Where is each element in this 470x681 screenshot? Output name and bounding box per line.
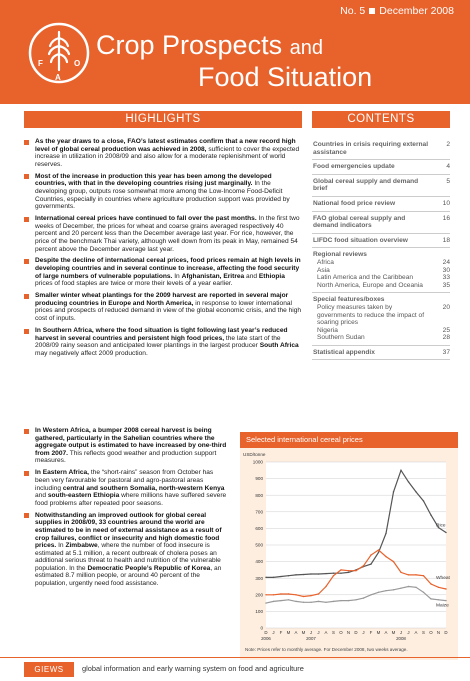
data-point-maize xyxy=(318,601,319,602)
highlight-text: the late start of the 2008/09 rainy season and anticipated lower plantings in the largest producer xyxy=(35,334,281,350)
contents-item[interactable] xyxy=(312,234,450,249)
title-and: and xyxy=(289,37,323,59)
data-point-rice xyxy=(303,574,304,575)
x-tick-label: D xyxy=(264,630,268,635)
highlight-bold-text: In Western Africa, a bumper 2008 cereal harvest is being gathered, particularly in the Sahelian countries where the aggregate output is estimated to have increased by one-third from 2007. xyxy=(35,427,227,457)
data-point-rice xyxy=(318,573,319,574)
highlight-text: sufficient to cover the expected increase in utilization in 2008/09 and also allow for a moderate replenishment of world reserves. xyxy=(35,145,300,168)
x-tick-label: D xyxy=(354,630,358,635)
highlight-text: In xyxy=(56,542,66,550)
contents-item[interactable] xyxy=(313,282,450,290)
contents-item-label: Latin America and the Caribbean xyxy=(317,274,414,282)
data-point-maize xyxy=(303,602,304,603)
contents-item-page: 25 xyxy=(442,326,450,334)
data-point-rice xyxy=(310,573,311,574)
contents-item-page: 16 xyxy=(442,214,450,222)
highlight-bold-text: Most of the increase in production this year has been among the developed countries, with that in the developing countries rising just marginally. xyxy=(35,172,272,188)
giews-badge: GIEWS xyxy=(24,662,74,677)
data-point-wheat xyxy=(333,575,334,576)
contents-item-label: Nigeria xyxy=(317,326,338,334)
data-point-maize xyxy=(340,600,341,601)
highlight-text: In the developing group, outputs rose somewhat more among the Low-Income Food-Deficit Countries, especially in countries where agriculture production support was provided by governments. xyxy=(35,180,290,211)
footer xyxy=(0,657,470,681)
x-tick-label: N xyxy=(346,630,351,635)
highlight-text: in response to lower international prices and prospects of reduced demand in view of the global economic crisis, and the high cost of inputs. xyxy=(35,299,302,323)
data-point-maize xyxy=(348,600,349,601)
x-tick-label: D xyxy=(444,630,448,635)
contents-item-page: 4 xyxy=(446,163,450,171)
y-tick-label: 900 xyxy=(255,476,263,482)
x-tick-label: J xyxy=(317,630,320,635)
highlight-bold-text: central and southern Somalia, north-western Kenya xyxy=(62,484,225,492)
highlight-item xyxy=(24,173,304,211)
data-point-wheat xyxy=(400,572,401,573)
y-axis-label: USD/tonne xyxy=(243,452,266,457)
x-year-label: 2007 xyxy=(306,636,316,641)
highlight-text: and xyxy=(244,272,259,280)
data-point-wheat xyxy=(423,575,424,576)
y-tick-label: 100 xyxy=(255,609,263,614)
x-year-label: 2006 xyxy=(261,636,271,641)
title-line-2: Food Situation xyxy=(198,62,373,92)
data-point-wheat xyxy=(303,596,304,597)
contents-item[interactable] xyxy=(313,267,450,275)
data-point-wheat xyxy=(265,594,266,595)
data-point-wheat xyxy=(408,574,409,575)
highlight-bold-text: south-eastern Ethiopia xyxy=(47,492,120,500)
data-point-maize xyxy=(295,601,296,602)
data-point-rice xyxy=(415,491,416,492)
y-tick-label: 1000 xyxy=(252,459,263,465)
data-point-rice xyxy=(265,577,266,578)
contents-item-page: 35 xyxy=(442,281,450,289)
data-point-wheat xyxy=(385,556,386,557)
x-tick-label: J xyxy=(309,630,313,635)
data-point-wheat xyxy=(430,583,431,584)
data-point-rice xyxy=(430,514,431,515)
highlight-bold-text: In Eastern Africa, xyxy=(35,469,89,477)
contents-item-appendix[interactable] xyxy=(312,346,450,361)
highlight-text: This reflects good weather and production support measures. xyxy=(35,449,217,465)
data-point-rice xyxy=(340,573,341,574)
data-point-wheat xyxy=(378,549,379,550)
highlight-text: , an estimated 8.7 million people, or around 40 percent of the population, urgently need food assistance. xyxy=(35,564,222,588)
contents-item-page: 2 xyxy=(446,141,450,148)
data-point-wheat xyxy=(318,593,319,594)
x-tick-label: M xyxy=(286,630,291,635)
contents-item[interactable] xyxy=(312,138,450,160)
highlight-item xyxy=(24,257,304,287)
contents-item-page: 24 xyxy=(442,258,450,266)
contents-item-label: LIFDC food situation overview xyxy=(313,236,408,244)
data-point-wheat xyxy=(280,593,281,594)
data-point-maize xyxy=(310,602,311,603)
contents-item-label: Asia xyxy=(317,266,330,274)
issue-date: December 2008 xyxy=(379,5,454,17)
data-point-maize xyxy=(280,600,281,601)
contents-item-label: Policy measures taken by governments to reduce the impact of soaring prices xyxy=(317,303,425,327)
chart-note: Note: Prices refer to monthly average. For December 2008, two weeks average. xyxy=(245,647,408,652)
issue-info xyxy=(340,5,454,17)
data-point-rice xyxy=(288,575,289,576)
highlights-heading: HIGHLIGHTS xyxy=(24,111,302,128)
data-point-wheat xyxy=(438,587,439,588)
x-tick-label: A xyxy=(324,630,328,635)
data-point-maize xyxy=(378,592,379,593)
data-point-maize xyxy=(385,590,386,591)
x-tick-label: M xyxy=(376,630,381,635)
title-line-1 xyxy=(96,30,323,61)
highlight-item xyxy=(24,469,229,507)
contents-item[interactable] xyxy=(313,274,450,282)
special-features-heading: Special features/boxes xyxy=(313,296,385,304)
contents-item-label: Countries in crisis requiring external assistance xyxy=(313,141,429,156)
data-point-wheat xyxy=(325,586,326,587)
contents-item-page: 5 xyxy=(446,177,450,185)
highlight-bold-text: Afghanistan, Eritrea xyxy=(181,272,245,280)
data-point-wheat xyxy=(370,554,371,555)
data-point-rice xyxy=(385,533,386,534)
contents-item-label: Food emergencies update xyxy=(313,163,395,171)
data-point-maize xyxy=(400,587,401,588)
logo-letter-o: O xyxy=(74,59,81,68)
contents-item[interactable] xyxy=(313,334,450,342)
data-point-wheat xyxy=(393,561,394,562)
highlight-bold-text: Smaller winter wheat plantings for the 2009 harvest are reported in several major producing countries in Europe and North America, xyxy=(35,292,289,307)
x-year-label: 2008 xyxy=(396,636,406,641)
title-crop-prospects: Crop Prospects xyxy=(96,30,283,60)
data-point-maize xyxy=(355,599,356,600)
contents-list xyxy=(312,138,450,360)
contents-item[interactable] xyxy=(313,304,450,327)
data-point-wheat xyxy=(415,574,416,575)
y-tick-label: 800 xyxy=(255,492,263,498)
highlights-list-continued xyxy=(24,427,229,592)
data-point-maize xyxy=(445,600,446,601)
highlight-bold-text: International cereal prices have continued to fall over the past months. xyxy=(35,215,257,223)
contents-item[interactable] xyxy=(312,175,450,197)
data-point-rice xyxy=(400,470,401,471)
data-point-maize xyxy=(370,594,371,595)
highlight-text: the “short-rains” season from October has been very favourable for pastoral and agro-pastoral areas including xyxy=(35,469,214,492)
highlight-item xyxy=(24,327,304,357)
data-point-maize xyxy=(393,589,394,590)
data-point-wheat xyxy=(348,570,349,571)
chart-title: Selected international cereal prices xyxy=(240,432,458,448)
data-point-rice xyxy=(295,574,296,575)
highlight-bold-text: South Africa xyxy=(259,342,299,350)
contents-item-page: 20 xyxy=(442,303,450,311)
series-label-maize: Maize xyxy=(436,603,449,609)
data-point-maize xyxy=(408,586,409,587)
highlight-text: may negatively affect 2009 production. xyxy=(35,349,148,357)
special-features-group xyxy=(312,293,450,346)
contents-item-page: 30 xyxy=(442,266,450,274)
logo-letter-a: A xyxy=(55,73,61,82)
data-point-rice xyxy=(333,573,334,574)
highlight-item xyxy=(24,512,229,588)
contents-item-label: Africa xyxy=(317,258,334,266)
highlight-bold-text: Notwithstanding an improved outlook for global cereal supplies in 2008/09, 33 countries around the world are estimated to be in need of external assistance as a result of crop failures, conflict or insecurity and high domestic food prices. xyxy=(35,511,222,550)
y-tick-label: 600 xyxy=(255,526,263,531)
regional-reviews-heading: Regional reviews xyxy=(313,251,367,259)
footer-text: global information and early warning system on food and agriculture xyxy=(82,664,304,673)
data-point-wheat xyxy=(445,588,446,589)
x-tick-label: F xyxy=(369,630,373,635)
y-tick-label: 300 xyxy=(255,575,263,581)
contents-item-page: 10 xyxy=(442,199,450,207)
data-point-maize xyxy=(325,602,326,603)
data-point-wheat xyxy=(355,570,356,571)
fao-logo xyxy=(28,22,90,84)
highlight-bold-text: Despite the decline of international cereal prices, food prices remain at high levels in developing countries and in several continue to increase, affecting the food security of large numbers of vulnerable populations. xyxy=(35,257,301,280)
x-tick-label: J xyxy=(399,630,403,635)
series-label-wheat: Wheat xyxy=(436,575,450,581)
data-point-maize xyxy=(265,602,266,603)
highlight-bold-text: In Southern Africa, where the food situation is tight following last year’s reduced harvest in several countries and persistent high food prices, xyxy=(35,327,288,342)
data-point-rice xyxy=(325,573,326,574)
x-tick-label: J xyxy=(272,630,275,635)
x-tick-label: F xyxy=(279,630,283,635)
highlight-bold-text: As the year draws to a close, FAO’s latest estimates confirm that a new record high level of global cereal production was achieved in 2008, xyxy=(35,138,296,153)
data-point-rice xyxy=(408,481,409,482)
highlight-item xyxy=(24,292,304,322)
contents-item-label: FAO global cereal supply and demand indicators xyxy=(313,214,406,230)
contents-item-page: 33 xyxy=(442,274,450,282)
highlight-text: , where the number of food insecure is estimated at 5.1 million, a recent outbreak of cholera poses an additional serious threat to health and nutrition of the vulnerable population. In the xyxy=(35,542,221,572)
data-point-maize xyxy=(415,587,416,588)
x-tick-label: J xyxy=(407,630,410,635)
contents-item-label: North America, Europe and Oceania xyxy=(317,281,423,289)
data-point-maize xyxy=(363,597,364,598)
highlight-bold-text: Democratic People’s Republic of Korea xyxy=(87,564,211,572)
x-tick-label: N xyxy=(436,630,441,635)
data-point-rice xyxy=(423,500,424,501)
separator-square xyxy=(369,8,375,14)
contents-item[interactable] xyxy=(312,212,450,234)
title-banner xyxy=(0,0,470,104)
data-point-rice xyxy=(445,532,446,533)
data-point-maize xyxy=(438,599,439,600)
highlight-item xyxy=(24,215,304,253)
highlight-bold-text: Zimbabwe xyxy=(65,542,98,550)
highlight-text: In xyxy=(172,272,182,280)
data-point-maize xyxy=(273,601,274,602)
data-point-wheat xyxy=(340,569,341,570)
contents-heading: CONTENTS xyxy=(312,111,450,128)
contents-item[interactable] xyxy=(313,259,450,267)
contents-item-label: Southern Sudan xyxy=(317,334,365,342)
regional-reviews-group xyxy=(312,248,450,293)
contents-item-label: Global cereal supply and demand brief xyxy=(313,177,419,193)
data-point-rice xyxy=(370,563,371,564)
data-point-maize xyxy=(333,601,334,602)
x-tick-label: O xyxy=(339,630,343,635)
highlight-text: where millions have suffered severe food problems after repeated poor seasons. xyxy=(35,492,227,507)
x-tick-label: A xyxy=(414,630,418,635)
issue-number: No. 5 xyxy=(340,5,366,17)
highlight-text: and xyxy=(35,492,48,500)
contents-item-page: 28 xyxy=(442,334,450,342)
y-tick-label: 400 xyxy=(255,559,263,565)
data-point-rice xyxy=(273,577,274,578)
data-point-maize xyxy=(423,592,424,593)
data-point-wheat xyxy=(273,594,274,595)
contents-item-label: Statistical appendix xyxy=(313,348,375,356)
data-point-maize xyxy=(430,598,431,599)
x-tick-label: A xyxy=(294,630,298,635)
series-label-rice: Rice xyxy=(436,523,446,529)
x-tick-label: M xyxy=(391,630,396,635)
highlight-text: prices of food staples are twice or more their levels of a year earlier. xyxy=(35,280,233,288)
y-tick-label: 700 xyxy=(255,509,263,515)
x-tick-label: S xyxy=(332,630,335,635)
data-point-wheat xyxy=(363,565,364,566)
x-tick-label: A xyxy=(384,630,388,635)
data-point-wheat xyxy=(310,595,311,596)
chart-canvas xyxy=(240,448,458,646)
contents-item[interactable] xyxy=(313,327,450,335)
contents-item-page: 37 xyxy=(442,348,450,356)
data-point-rice xyxy=(393,491,394,492)
logo-letter-f: F xyxy=(38,59,43,68)
highlights-list xyxy=(24,138,304,362)
highlight-text: In the first two weeks of December, the prices for wheat and coarse grains averaged respectively 40 percent and 20 percent less than the December average last year. For rice, however, the price of the benchmark Thai variety, although well down from its peak in May, remained 54 percent above the December average last year. xyxy=(35,215,300,253)
data-point-wheat xyxy=(288,593,289,594)
y-tick-label: 200 xyxy=(255,592,263,598)
contents-item[interactable] xyxy=(312,197,450,212)
data-point-rice xyxy=(280,576,281,577)
x-tick-label: S xyxy=(422,630,425,635)
data-point-rice xyxy=(348,572,349,573)
highlight-bold-text: Ethiopia xyxy=(258,272,285,280)
data-point-rice xyxy=(378,552,379,553)
cereal-price-chart xyxy=(240,432,458,660)
data-point-maize xyxy=(288,599,289,600)
highlight-item xyxy=(24,138,304,168)
x-tick-label: J xyxy=(362,630,365,635)
data-point-wheat xyxy=(295,594,296,595)
y-tick-label: 0 xyxy=(260,625,263,631)
x-tick-label: M xyxy=(301,630,306,635)
highlight-item xyxy=(24,427,229,465)
y-tick-label: 500 xyxy=(255,542,263,548)
contents-item-label: National food price review xyxy=(313,199,396,207)
x-tick-label: O xyxy=(429,630,433,635)
contents-item-page: 18 xyxy=(442,236,450,244)
contents-item[interactable] xyxy=(312,160,450,175)
